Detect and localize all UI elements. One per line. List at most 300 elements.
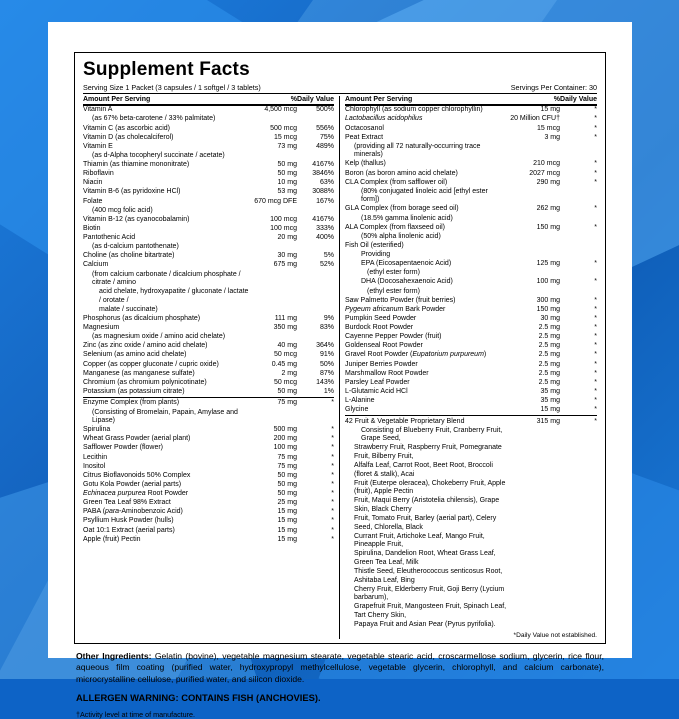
nutrient-daily-value	[560, 497, 597, 515]
nutrient-amount: 50 mg	[277, 471, 297, 479]
nutrient-name: Riboflavin	[83, 170, 114, 178]
nutrient-amount: 290 mg	[536, 178, 560, 186]
nutrient-amount: 100 mcg	[270, 224, 297, 232]
nutrient-name: Psyllium Husk Powder (hulls)	[83, 517, 174, 525]
table-row	[345, 550, 597, 568]
nutrient-amount	[507, 242, 560, 251]
nutrient-daily-value: 489%	[316, 142, 334, 150]
nutrient-daily-value: *	[594, 223, 597, 231]
nutrient-name: Lactobacillus acidophilus	[345, 115, 423, 123]
nutrient-name: Alfalfa Leaf, Carrot Root, Beet Root, Broccoli (floret & stalk), Acai	[354, 462, 493, 478]
nutrient-amount: 0.45 mg	[271, 360, 297, 368]
nutrient-name: Choline (as choline bitartrate)	[83, 252, 175, 260]
nutrient-daily-value	[297, 288, 334, 306]
nutrient-amount: 15 mcg	[274, 133, 297, 141]
nutrient-amount: 20 mg	[277, 234, 297, 242]
table-row	[345, 406, 597, 416]
nutrient-daily-value: *	[594, 387, 597, 395]
table-row	[345, 306, 597, 315]
nutrient-name: Marshmallow Root Powder	[345, 369, 429, 377]
nutrient-daily-value: 3846%	[312, 170, 334, 178]
nutrient-amount	[507, 233, 560, 242]
table-row	[345, 106, 597, 115]
nutrient-name: Fruit, Tomato Fruit, Barley (aerial part), Celery Seed, Chlorella, Black	[354, 515, 497, 531]
nutrient-daily-value: 1%	[323, 387, 334, 395]
nutrient-daily-value: 143%	[316, 378, 334, 386]
nutrient-name: (80% conjugated linoleic acid [ethyl ester form])	[361, 187, 488, 204]
nutrient-name: Spirulina, Dandelion Root, Wheat Grass Leaf, Green Tea Leaf, Milk	[354, 550, 496, 566]
nutrient-daily-value	[560, 426, 597, 444]
nutrient-daily-value: *	[331, 490, 334, 498]
nutrient-amount: 2.5 mg	[538, 378, 560, 386]
table-row	[83, 324, 334, 333]
table-row	[83, 306, 334, 315]
nutrient-amount: 10 mg	[277, 179, 297, 187]
nutrient-name: Gotu Kola Powder (aerial parts)	[83, 480, 182, 488]
table-row	[83, 481, 334, 490]
nutrient-daily-value: *	[331, 480, 334, 488]
table-row	[345, 315, 597, 324]
nutrient-name: Thistle Seed, Eleutherococcus senticosus Root, Ashitaba Leaf, Bing	[354, 568, 503, 584]
nutrient-daily-value: *	[594, 342, 597, 350]
nutrient-name: Fruit, Maqui Berry (Aristotelia chilensis), Grape Skin, Black Cherry	[354, 497, 500, 513]
nutrient-amount: 670 mcg DFE	[254, 197, 297, 205]
nutrient-daily-value	[297, 206, 334, 215]
nutrient-daily-value: 91%	[319, 351, 334, 359]
nutrient-name: malate / succinate)	[99, 305, 158, 313]
nutrient-daily-value: 500%	[316, 106, 334, 114]
nutrient-amount: 100 mcg	[270, 215, 297, 223]
nutrient-daily-value: *	[331, 471, 334, 479]
table-row	[83, 462, 334, 471]
header-dv-right: %Daily Value	[553, 96, 597, 103]
table-row	[83, 517, 334, 526]
nutrient-name: (as d-Alpha tocopheryl succinate / acetate)	[92, 151, 225, 159]
nutrient-daily-value: *	[331, 426, 334, 434]
table-row	[345, 333, 597, 342]
nutrient-daily-value: 87%	[319, 369, 334, 377]
nutrient-daily-value: *	[594, 351, 597, 359]
nutrient-amount: 20 Million CFU†	[510, 115, 560, 123]
facts-column-left	[83, 96, 340, 639]
table-row	[345, 479, 597, 497]
nutrient-name: Vitamin D (as cholecalciferol)	[83, 133, 174, 141]
table-row	[83, 234, 334, 243]
nutrient-amount: 210 mcg	[533, 160, 560, 168]
nutrient-name: Juniper Berries Powder	[345, 360, 418, 368]
nutrient-name: Folate	[83, 197, 103, 205]
table-row	[345, 417, 597, 426]
nutrient-daily-value: *	[594, 205, 597, 213]
nutrient-name: L-Alanine	[345, 397, 375, 405]
table-row	[83, 115, 334, 124]
column-header-right	[345, 96, 597, 106]
nutrient-amount: 50 mg	[277, 490, 297, 498]
nutrient-amount	[507, 532, 560, 550]
nutrient-amount: 150 mg	[536, 223, 560, 231]
table-row	[83, 261, 334, 270]
nutrient-name: Potassium (as potassium citrate)	[83, 387, 185, 395]
nutrient-daily-value: *	[331, 535, 334, 543]
nutrient-amount	[507, 444, 560, 462]
nutrient-name: L-Glutamic Acid HCl	[345, 387, 408, 395]
nutrient-name: Fish Oil (esterified)	[345, 241, 404, 249]
nutrient-daily-value: *	[331, 517, 334, 525]
nutrient-amount: 50 mg	[277, 480, 297, 488]
nutrient-name: Currant Fruit, Artichoke Leaf, Mango Fruit, Pineapple Fruit,	[354, 532, 485, 549]
nutrient-daily-value: 4167%	[312, 215, 334, 223]
nutrient-name: (ethyl ester form)	[367, 269, 420, 277]
nutrient-amount: 315 mg	[536, 417, 560, 425]
nutrient-daily-value: *	[594, 417, 597, 425]
nutrient-daily-value: *	[594, 278, 597, 286]
nutrient-name: (providing all 72 naturally-occurring trace minerals)	[354, 142, 481, 159]
nutrient-name: Parsley Leaf Powder	[345, 378, 410, 386]
nutrient-name: Oat 10:1 Extract (aerial parts)	[83, 526, 175, 534]
nutrient-amount	[251, 206, 297, 215]
nutrient-daily-value: 4167%	[312, 161, 334, 169]
table-row	[345, 251, 597, 260]
nutrient-name: Papaya Fruit and Asian Pear (Pyrus pyrifolia).	[354, 621, 496, 628]
nutrient-name: Phosphorus (as dicalcium phosphate)	[83, 314, 201, 322]
nutrient-amount: 73 mg	[277, 142, 297, 150]
table-row	[83, 388, 334, 398]
nutrient-name: (as 67% beta-carotene / 33% palmitate)	[92, 115, 216, 123]
nutrient-amount: 75 mg	[277, 399, 297, 407]
nutrient-daily-value	[560, 269, 597, 278]
table-row	[345, 585, 597, 603]
nutrient-amount: 75 mg	[277, 453, 297, 461]
nutrient-name: Providing	[361, 251, 391, 259]
nutrient-daily-value: *	[594, 378, 597, 386]
table-row	[83, 351, 334, 360]
nutrient-daily-value	[560, 585, 597, 603]
header-amount-left: Amount Per Serving	[83, 96, 151, 103]
nutrient-daily-value: 167%	[316, 197, 334, 205]
nutrient-daily-value: *	[594, 106, 597, 114]
nutrient-name: Lecithin	[83, 453, 108, 461]
nutrient-name: Glycine	[345, 406, 369, 414]
nutrient-name: CLA Complex (from safflower oil)	[345, 178, 448, 186]
header-amount-right: Amount Per Serving	[345, 96, 413, 103]
table-row	[83, 426, 334, 435]
allergen-warning: ALLERGEN WARNING: CONTAINS FISH (ANCHOVIES).	[76, 692, 321, 704]
nutrient-name: Pantothenic Acid	[83, 234, 136, 242]
nutrient-amount: 100 mg	[536, 278, 560, 286]
table-row	[83, 243, 334, 252]
table-row	[83, 161, 334, 170]
nutrient-amount: 35 mg	[540, 387, 560, 395]
nutrient-name: Citrus Bioflavonoids 50% Complex	[83, 471, 191, 479]
table-row	[345, 621, 597, 630]
nutrient-amount: 4,500 mcg	[264, 106, 297, 114]
nutrient-name: DHA (Docosahexaenoic Acid)	[361, 278, 453, 286]
table-row	[83, 342, 334, 351]
nutrient-amount: 675 mg	[273, 261, 297, 269]
nutrient-name: Cherry Fruit, Elderberry Fruit, Goji Berry (Lycium barbarum),	[354, 585, 505, 602]
nutrient-name: Thiamin (as thiamine mononitrate)	[83, 161, 190, 169]
table-row	[83, 188, 334, 197]
nutrient-name: Copper (as copper gluconate / cupric oxide)	[83, 360, 219, 368]
nutrient-amount: 53 mg	[277, 188, 297, 196]
nutrient-daily-value: *	[594, 133, 597, 141]
nutrient-amount: 2 mg	[281, 369, 297, 377]
column-header-left	[83, 96, 334, 106]
nutrient-name: (400 mcg folic acid)	[92, 206, 153, 214]
nutrient-amount: 50 mcg	[274, 378, 297, 386]
nutrient-amount: 200 mg	[273, 435, 297, 443]
table-row	[83, 472, 334, 481]
nutrient-amount: 50 mg	[277, 387, 297, 395]
table-row	[83, 408, 334, 426]
nutrient-amount: 25 mg	[277, 499, 297, 507]
nutrient-amount: 2.5 mg	[538, 342, 560, 350]
nutrient-amount: 50 mcg	[274, 351, 297, 359]
table-row	[345, 233, 597, 242]
nutrient-daily-value: *	[594, 115, 597, 123]
nutrient-daily-value	[560, 251, 597, 260]
table-row	[345, 444, 597, 462]
nutrient-daily-value: *	[331, 526, 334, 534]
nutrient-daily-value: *	[594, 169, 597, 177]
nutrient-name: Vitamin B-12 (as cyanocobalamin)	[83, 215, 190, 223]
nutrient-daily-value: *	[594, 160, 597, 168]
header-dv-left: %Daily Value	[290, 96, 334, 103]
table-row	[345, 532, 597, 550]
nutrient-daily-value: *	[594, 406, 597, 414]
nutrient-amount: 262 mg	[536, 205, 560, 213]
nutrient-amount	[507, 462, 560, 480]
nutrient-amount: 35 mg	[540, 397, 560, 405]
nutrient-amount	[251, 333, 297, 342]
table-row	[83, 270, 334, 288]
table-row	[83, 499, 334, 508]
nutrient-amount: 2.5 mg	[538, 369, 560, 377]
nutrient-daily-value: *	[331, 508, 334, 516]
dv-footnote: *Daily Value not established.	[513, 631, 597, 639]
table-row	[83, 170, 334, 179]
nutrient-name: Burdock Root Powder	[345, 324, 414, 332]
table-row	[83, 197, 334, 206]
table-row	[345, 397, 597, 406]
table-row	[345, 242, 597, 251]
nutrient-daily-value	[560, 188, 597, 206]
nutrient-daily-value	[560, 568, 597, 586]
nutrient-name: Octacosanol	[345, 124, 384, 132]
nutrient-amount: 111 mg	[274, 314, 297, 322]
nutrient-daily-value: *	[594, 314, 597, 322]
table-row	[345, 260, 597, 269]
nutrient-amount	[251, 115, 297, 124]
table-row	[83, 399, 334, 408]
nutrient-daily-value: *	[594, 397, 597, 405]
nutrient-amount: 125 mg	[536, 260, 560, 268]
nutrient-name: Chromium (as chromium polynicotinate)	[83, 378, 207, 386]
nutrient-name: Strawberry Fruit, Raspberry Fruit, Pomegranate Fruit, Bilberry Fruit,	[354, 444, 502, 460]
table-row	[83, 216, 334, 225]
nutrient-amount: 15 mcg	[537, 124, 560, 132]
other-ingredients	[76, 651, 604, 685]
nutrient-amount	[507, 515, 560, 533]
nutrient-daily-value: *	[331, 399, 334, 407]
nutrient-name: Vitamin B-6 (as pyridoxine HCl)	[83, 188, 181, 196]
nutrient-amount: 2027 mcg	[529, 169, 560, 177]
nutrient-daily-value: 400%	[316, 234, 334, 242]
nutrient-amount: 15 mg	[277, 535, 297, 543]
nutrient-name: (ethyl ester form)	[367, 287, 420, 295]
nutrient-amount: 15 mg	[277, 508, 297, 516]
nutrient-amount: 2.5 mg	[538, 333, 560, 341]
nutrient-name: Pumpkin Seed Powder	[345, 314, 417, 322]
nutrient-amount: 30 mg	[277, 252, 297, 260]
table-row	[83, 143, 334, 152]
table-row	[345, 462, 597, 480]
table-row	[345, 568, 597, 586]
nutrient-amount: 2.5 mg	[538, 324, 560, 332]
table-row	[345, 379, 597, 388]
nutrient-name: 42 Fruit & Vegetable Proprietary Blend	[345, 417, 465, 425]
nutrient-name: acid chelate, hydroxyapatite / gluconate / lactate / orotate /	[99, 288, 249, 304]
nutrient-daily-value: *	[594, 178, 597, 186]
nutrient-amount	[251, 288, 297, 306]
nutrient-amount: 150 mg	[536, 305, 560, 313]
nutrient-daily-value	[560, 233, 597, 242]
nutrient-name: Magnesium	[83, 324, 120, 332]
nutrient-amount: 300 mg	[536, 296, 560, 304]
table-row	[345, 388, 597, 397]
nutrient-name: Safflower Powder (flower)	[83, 444, 164, 452]
nutrient-daily-value	[297, 333, 334, 342]
nutrient-amount: 2.5 mg	[538, 351, 560, 359]
other-ingredients-text: Gelatin (bovine), vegetable magnesium stearate, vegetable stearic acid, croscarmellose sodium, glycerin, rice flour, aqueous film coating (purified water, hydroxypropyl methylcellulose, vegetable glycerin, chlorophyll, and calcium carbonate), microcrystalline cellulose, purified water, and silicon dioxide.	[76, 650, 604, 684]
table-row	[83, 133, 334, 142]
table-row	[83, 453, 334, 462]
nutrient-name: Chlorophyll (as sodium copper chlorophyllin)	[345, 106, 483, 114]
table-row	[345, 497, 597, 515]
nutrient-daily-value: 63%	[319, 179, 334, 187]
nutrient-table-left	[83, 106, 334, 545]
nutrient-amount	[507, 621, 560, 630]
nutrient-daily-value	[560, 515, 597, 533]
label-panel	[48, 22, 632, 719]
nutrient-daily-value: 3088%	[312, 188, 334, 196]
nutrient-daily-value	[560, 242, 597, 251]
nutrient-amount: 50 mg	[277, 170, 297, 178]
nutrient-daily-value	[297, 115, 334, 124]
nutrient-daily-value: 5%	[323, 252, 334, 260]
table-row	[83, 124, 334, 133]
nutrient-amount: 30 mg	[540, 314, 560, 322]
activity-note: †Activity level at time of manufacture.	[76, 710, 196, 719]
nutrient-amount	[507, 287, 560, 296]
nutrient-daily-value	[560, 550, 597, 568]
nutrient-daily-value: *	[331, 462, 334, 470]
nutrient-daily-value: 9%	[323, 314, 334, 322]
table-row	[83, 369, 334, 378]
nutrient-amount: 2.5 mg	[538, 360, 560, 368]
table-row	[345, 205, 597, 214]
nutrient-name: Biotin	[83, 224, 101, 232]
nutrient-amount: 100 mg	[273, 444, 297, 452]
nutrient-name: Goldenseal Root Powder	[345, 342, 423, 350]
table-row	[345, 360, 597, 369]
nutrient-daily-value	[297, 243, 334, 252]
table-row	[345, 188, 597, 206]
nutrient-amount	[507, 426, 560, 444]
nutrient-daily-value: 556%	[316, 124, 334, 132]
nutrient-amount: 40 mg	[277, 342, 297, 350]
nutrient-name: Enzyme Complex (from plants)	[83, 399, 180, 407]
nutrient-amount	[251, 408, 297, 426]
table-row	[345, 223, 597, 232]
nutrient-daily-value	[560, 214, 597, 223]
nutrient-name: PABA (para-Aminobenzoic Acid)	[83, 508, 183, 516]
nutrient-daily-value	[297, 408, 334, 426]
nutrient-name: (18.5% gamma linolenic acid)	[361, 214, 453, 222]
nutrient-name: (50% alpha linolenic acid)	[361, 232, 441, 240]
table-row	[345, 143, 597, 161]
nutrient-daily-value	[297, 152, 334, 161]
nutrient-daily-value: *	[331, 435, 334, 443]
page-title: Supplement Facts	[83, 59, 250, 80]
nutrient-daily-value	[560, 143, 597, 161]
table-row	[83, 535, 334, 544]
table-row	[345, 160, 597, 169]
nutrient-name: Kelp (thallus)	[345, 160, 386, 168]
nutrient-name: Pygeum africanum Bark Powder	[345, 305, 446, 313]
nutrient-name: (as d-calcium pantothenate)	[92, 243, 179, 251]
nutrient-amount	[507, 214, 560, 223]
nutrient-daily-value: *	[594, 369, 597, 377]
nutrient-daily-value: 333%	[316, 224, 334, 232]
label-inner	[60, 34, 620, 719]
nutrient-name: Calcium	[83, 261, 109, 269]
nutrient-name: Vitamin A	[83, 106, 113, 114]
nutrient-daily-value	[560, 287, 597, 296]
nutrient-name: (from calcium carbonate / dicalcium phosphate / citrate / amino	[92, 270, 241, 287]
nutrient-amount	[507, 251, 560, 260]
nutrient-name: Niacin	[83, 179, 103, 187]
table-row	[345, 278, 597, 287]
nutrient-name: Gravel Root Powder (Eupatorium purpureum)	[345, 351, 487, 359]
table-row	[345, 169, 597, 178]
nutrient-amount: 15 mg	[277, 526, 297, 534]
table-row	[345, 133, 597, 142]
nutrient-name: EPA (Eicosapentaenoic Acid)	[361, 260, 452, 268]
nutrient-amount: 350 mg	[273, 324, 297, 332]
table-row	[345, 178, 597, 187]
nutrient-daily-value: 52%	[319, 261, 334, 269]
nutrient-amount	[507, 568, 560, 586]
table-row	[83, 225, 334, 234]
table-row	[83, 333, 334, 342]
table-row	[83, 152, 334, 161]
table-row	[83, 252, 334, 261]
nutrient-amount	[507, 269, 560, 278]
nutrient-daily-value: *	[594, 124, 597, 132]
nutrient-name: Grapefruit Fruit, Mangosteen Fruit, Spinach Leaf, Tart Cherry Skin,	[354, 603, 507, 619]
table-row	[345, 369, 597, 378]
table-row	[345, 269, 597, 278]
nutrient-name: Consisting of Blueberry Fruit, Cranberry Fruit, Grape Seed,	[361, 426, 503, 443]
nutrient-daily-value: *	[331, 453, 334, 461]
nutrient-daily-value: 364%	[316, 342, 334, 350]
table-row	[83, 106, 334, 115]
other-ingredients-label: Other Ingredients:	[76, 650, 152, 661]
nutrient-amount	[507, 479, 560, 497]
nutrient-name: ALA Complex (from flaxseed oil)	[345, 223, 445, 231]
nutrient-name: Manganese (as manganese sulfate)	[83, 369, 195, 377]
